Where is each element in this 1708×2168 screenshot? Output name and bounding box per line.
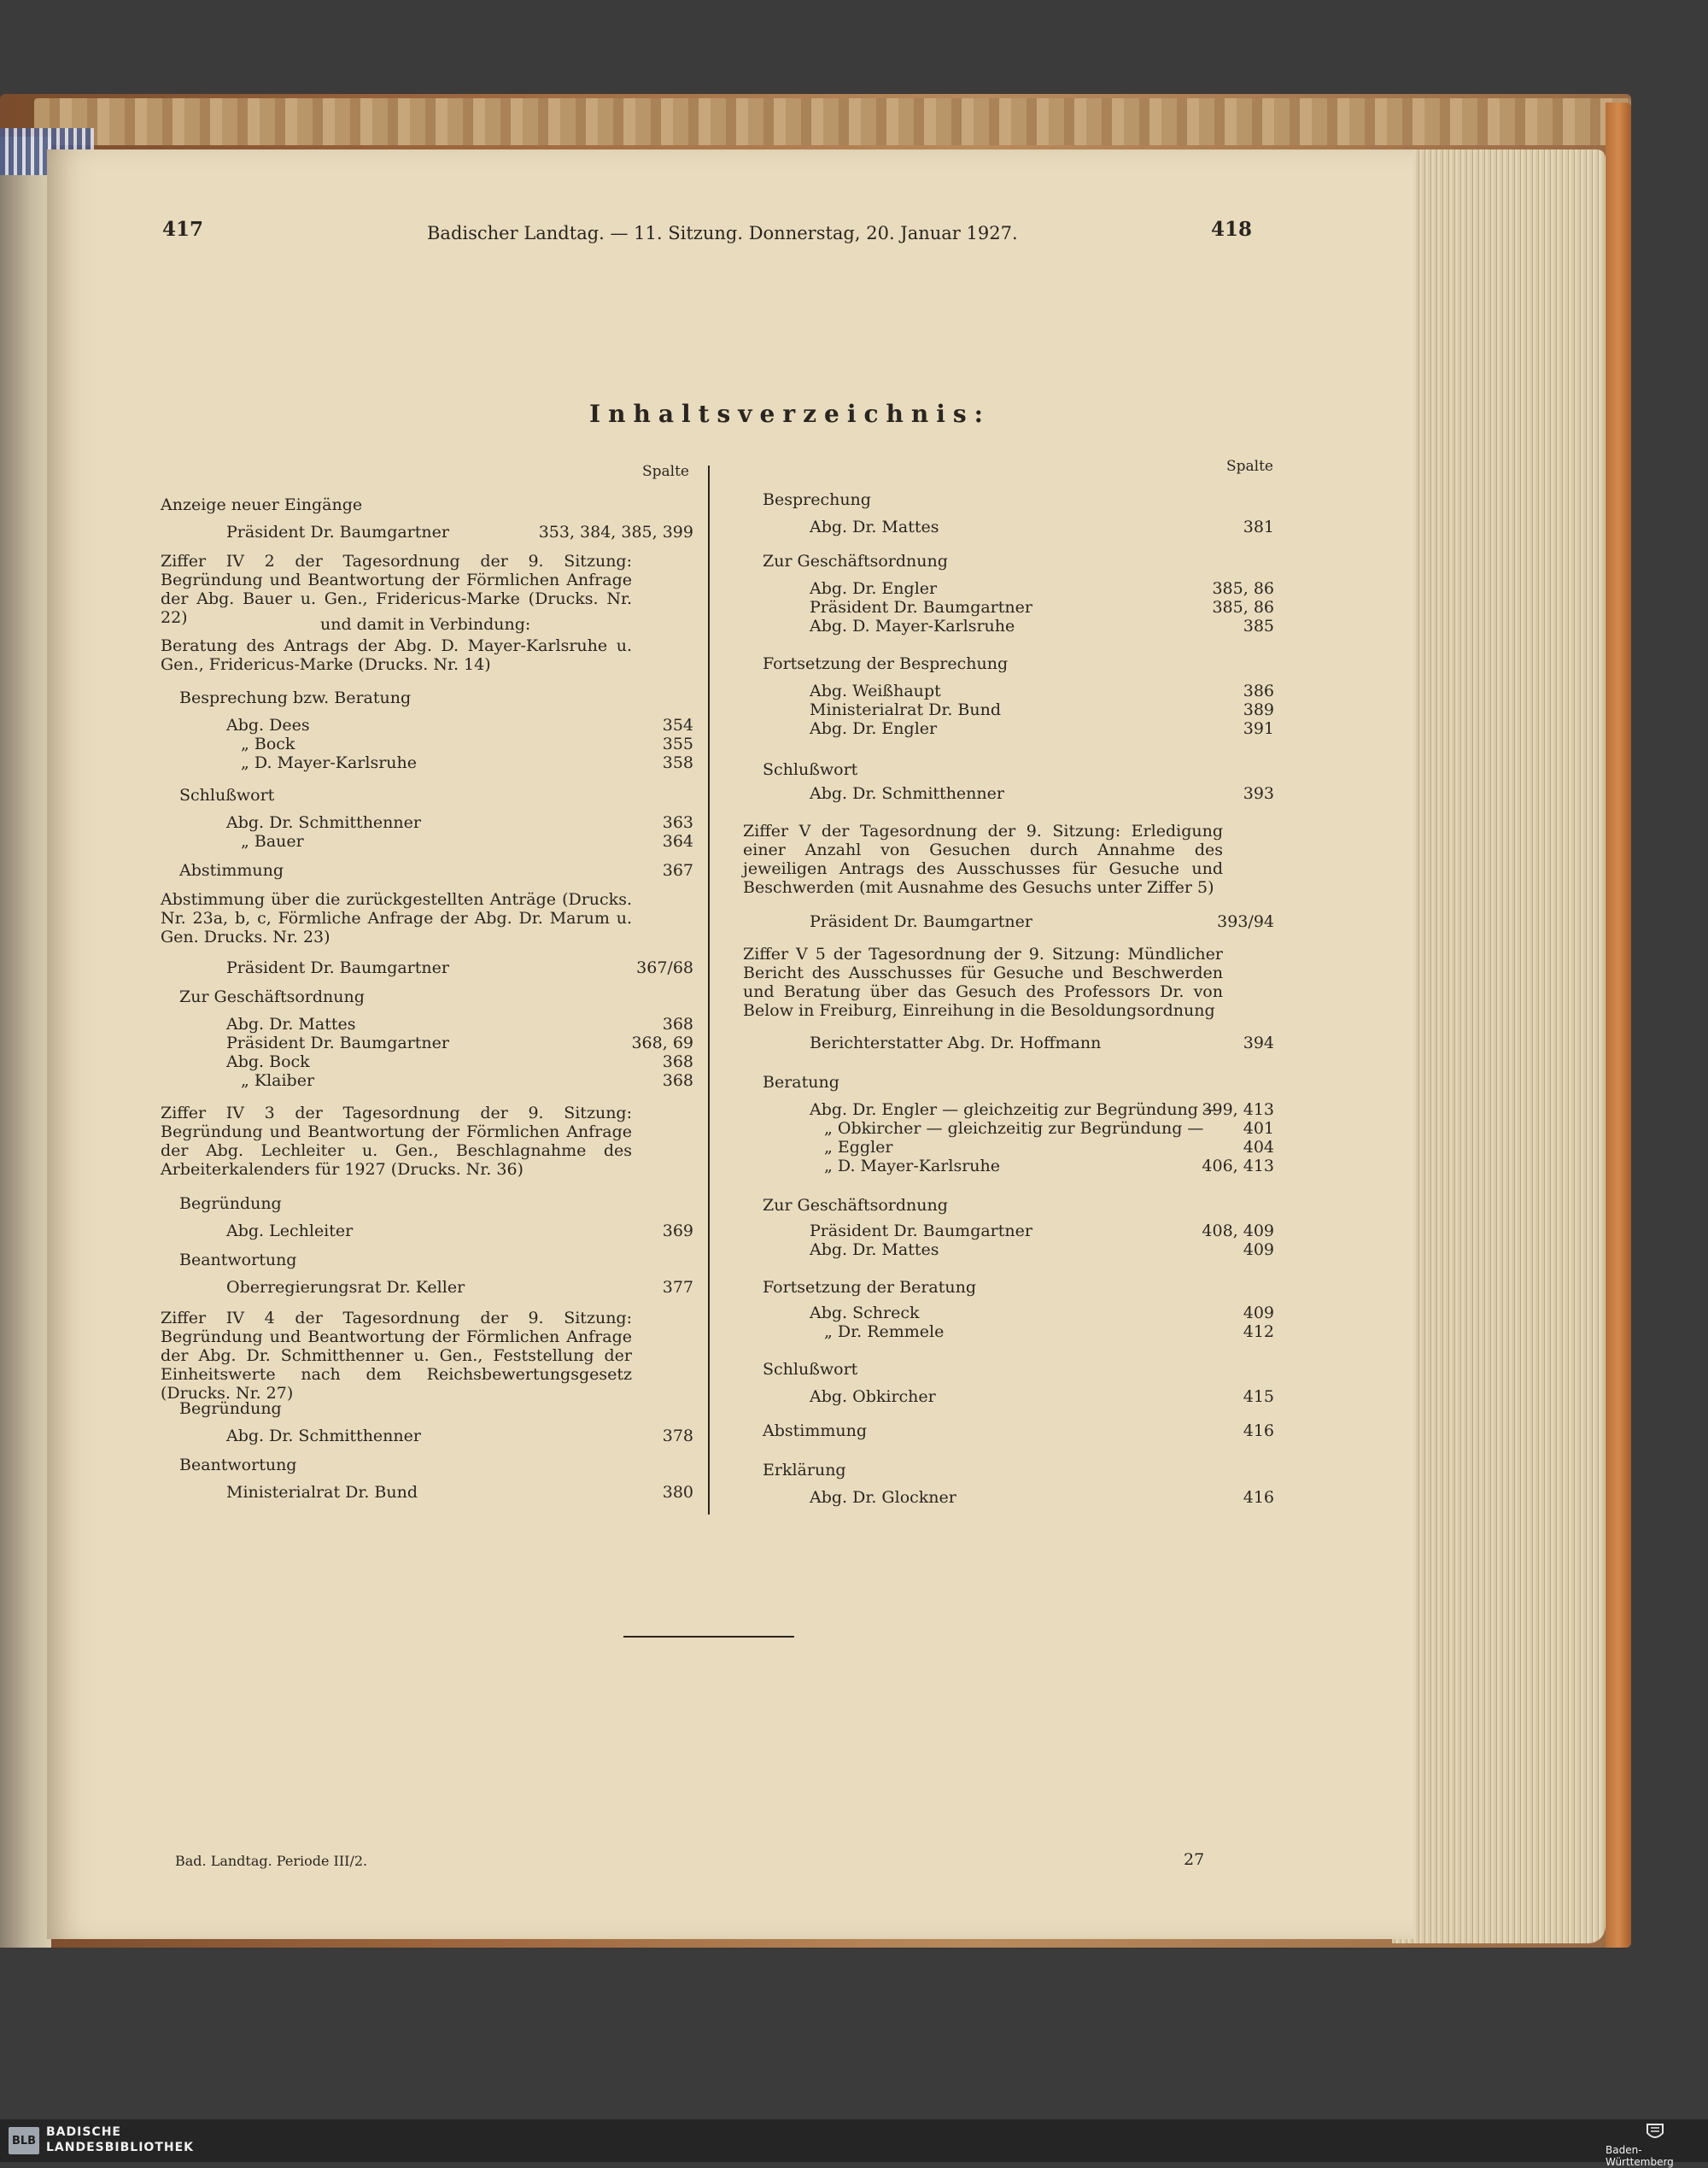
toc-subheading: Beratung — [763, 1073, 839, 1092]
toc-entry: Berichterstatter Abg. Dr. Hoffmann — [810, 1034, 1102, 1052]
toc-subheading: Beantwortung — [179, 1251, 297, 1269]
toc-entry: Abg. Bock — [226, 1052, 310, 1071]
toc-column-ref: 409 — [1243, 1240, 1274, 1259]
toc-column-ref: 393 — [1243, 784, 1274, 803]
toc-agenda-item: Ziffer IV 3 der Tagesordnung der 9. Sitzung: Begründung und Beantwortung der Förmlichen Anfrage der Abg. Lechleiter u. Gen., Beschlagnahme des Arbeiterkalenders für 1927 (Drucks. Nr. 36) — [161, 1104, 632, 1179]
toc-entry: Abg. Dr. Glockner — [810, 1488, 956, 1507]
toc-entry: „ D. Mayer-Karlsruhe — [824, 1157, 1001, 1175]
coat-of-arms-icon — [1644, 2123, 1666, 2142]
toc-entry: „ Obkircher — gleichzeitig zur Begründung — — [824, 1119, 1204, 1138]
toc-entry: Abg. Dr. Mattes — [810, 1240, 939, 1259]
toc-subheading: und damit in Verbindung: — [320, 615, 531, 634]
toc-entry: „ Klaiber — [241, 1071, 315, 1090]
toc-entry: Abg. Schreck — [810, 1304, 920, 1322]
toc-column-ref: 385, 86 — [1212, 579, 1274, 598]
toc-entry: „ Dr. Remmele — [824, 1322, 945, 1341]
toc-entry: Abg. Weißhaupt — [810, 682, 941, 700]
toc-column-ref: 368 — [662, 1071, 693, 1090]
toc-subheading: Besprechung bzw. Beratung — [179, 688, 412, 707]
toc-entry: Oberregierungsrat Dr. Keller — [226, 1278, 465, 1297]
toc-entry: Abg. Dr. Mattes — [810, 518, 939, 536]
page-number-right: 418 — [1211, 218, 1253, 241]
toc-subheading: Zur Geschäftsordnung — [763, 1196, 948, 1215]
toc-column-ref: 380 — [662, 1483, 693, 1502]
page-number-left: 417 — [162, 218, 204, 241]
toc-column-ref: 391 — [1243, 719, 1274, 738]
toc-column-ref: 393/94 — [1217, 912, 1274, 931]
toc-column-ref: 381 — [1243, 518, 1274, 536]
toc-column-ref: 377 — [662, 1278, 693, 1297]
toc-column-ref: 389 — [1243, 700, 1274, 719]
toc-agenda-item: Ziffer V der Tagesordnung der 9. Sitzung: Erledigung einer Anzahl von Gesuchen durch Annahme des jeweiligen Antrags des Ausschusses für Gesuche und Beschwerden (mit Ausnahme des Gesuchs unter Ziffer 5) — [743, 822, 1223, 897]
toc-entry: Präsident Dr. Baumgartner — [226, 523, 449, 542]
toc-column-ref: 416 — [1243, 1421, 1274, 1440]
toc-column-ref: 415 — [1243, 1387, 1274, 1406]
end-rule — [623, 1636, 794, 1638]
toc-column-ref: 368 — [662, 1052, 693, 1071]
toc-subheading: Begründung — [179, 1399, 282, 1418]
toc-column-ref: 409 — [1243, 1304, 1274, 1322]
state-label: Baden-Württemberg — [1606, 2144, 1674, 2168]
toc-subheading: Fortsetzung der Besprechung — [763, 654, 1009, 673]
column-divider — [708, 466, 710, 1515]
toc-entry: „ Bock — [241, 735, 295, 753]
toc-subheading: Anzeige neuer Eingänge — [161, 495, 363, 514]
toc-entry: Abg. Dr. Schmitthenner — [226, 813, 421, 832]
toc-column-ref: 378 — [662, 1427, 693, 1445]
toc-column-ref: 354 — [662, 716, 693, 735]
toc-column-ref: 394 — [1243, 1034, 1274, 1052]
toc-entry: „ Bauer — [241, 832, 304, 851]
toc-column-ref: 385, 86 — [1212, 598, 1274, 617]
toc-column-ref: 386 — [1243, 682, 1274, 700]
toc-subheading: Beantwortung — [179, 1456, 297, 1474]
toc-column-ref: 412 — [1243, 1322, 1274, 1341]
toc-title: Inhaltsverzeichnis: — [589, 400, 991, 428]
toc-entry: Abg. Dr. Engler — [810, 579, 938, 598]
toc-entry: Präsident Dr. Baumgartner — [810, 1222, 1032, 1240]
toc-column-ref: 358 — [662, 753, 693, 772]
toc-entry: Abg. Obkircher — [810, 1387, 936, 1406]
imprint-line: Bad. Landtag. Periode III/2. — [175, 1853, 368, 1869]
toc-entry: Abg. Dees — [226, 716, 310, 735]
toc-subheading: Zur Geschäftsordnung — [179, 987, 365, 1006]
toc-entry: „ D. Mayer-Karlsruhe — [241, 753, 418, 772]
toc-subheading: Fortsetzung der Beratung — [763, 1278, 977, 1297]
toc-column-ref: 367 — [662, 861, 693, 880]
toc-column-ref: 368 — [662, 1015, 693, 1034]
toc-entry: Abstimmung — [763, 1421, 868, 1440]
toc-column-ref: 367/68 — [636, 958, 693, 977]
toc-column-ref: 404 — [1243, 1138, 1274, 1157]
book-top-edge — [34, 98, 1631, 145]
toc-entry: Abg. D. Mayer-Karlsruhe — [810, 617, 1015, 636]
toc-subheading: Erklärung — [763, 1461, 846, 1480]
page-stack-edges — [1392, 149, 1606, 1943]
toc-entry: Abg. Dr. Engler — [810, 719, 938, 738]
toc-entry: Abg. Lechleiter — [226, 1222, 354, 1240]
toc-column-ref: 355 — [662, 735, 693, 753]
toc-agenda-item: Ziffer V 5 der Tagesordnung der 9. Sitzung: Mündlicher Bericht des Ausschusses für Gesuche und Beschwerden und Beratung über das Gesuch des Professors Dr. von Below in Freiburg, Einreihung in die Besoldungsordnung — [743, 945, 1223, 1020]
toc-column-ref: 399, 413 — [1202, 1100, 1274, 1119]
signature-mark: 27 — [1184, 1850, 1205, 1869]
running-head: Badischer Landtag. — 11. Sitzung. Donnerstag, 20. Januar 1927. — [427, 223, 1018, 243]
column-label-left: Spalte — [642, 463, 689, 480]
toc-entry: Präsident Dr. Baumgartner — [810, 912, 1032, 931]
toc-subheading: Schlußwort — [763, 1360, 858, 1379]
toc-entry: Abg. Dr. Engler — gleichzeitig zur Begründung — — [810, 1100, 1220, 1119]
library-footer-bar — [0, 2119, 1708, 2168]
toc-column-ref: 368, 69 — [631, 1034, 693, 1052]
toc-agenda-item: Ziffer IV 2 der Tagesordnung der 9. Sitzung: Begründung und Beantwortung der Förmlichen Anfrage der Abg. Bauer u. Gen., Fridericus-Marke (Drucks. Nr. 22) — [161, 552, 632, 627]
toc-subheading: Zur Geschäftsordnung — [763, 552, 948, 571]
toc-entry: Präsident Dr. Baumgartner — [810, 598, 1032, 617]
toc-entry: Abstimmung — [179, 861, 284, 880]
column-label-right: Spalte — [1226, 458, 1273, 475]
book-spine-edge — [1606, 103, 1631, 1948]
toc-column-ref: 364 — [662, 832, 693, 851]
toc-entry: Präsident Dr. Baumgartner — [226, 958, 449, 977]
left-page-edge — [0, 137, 51, 1948]
toc-agenda-item: Abstimmung über die zurückgestellten Anträge (Drucks. Nr. 23a, b, c, Förmliche Anfrage der Abg. Dr. Marum u. Gen. Drucks. Nr. 23) — [161, 890, 632, 946]
toc-subheading: Begründung — [179, 1194, 282, 1213]
toc-column-ref: 401 — [1243, 1119, 1274, 1138]
toc-entry: Abg. Dr. Schmitthenner — [226, 1427, 421, 1445]
toc-entry: Ministerialrat Dr. Bund — [810, 700, 1002, 719]
toc-column-ref: 416 — [1243, 1488, 1274, 1507]
toc-subheading: Schlußwort — [179, 786, 275, 805]
library-name-line2: LANDESBIBLIOTHEK — [46, 2141, 195, 2154]
toc-subheading: Schlußwort — [763, 760, 858, 779]
toc-agenda-item: Beratung des Antrags der Abg. D. Mayer-Karlsruhe u. Gen., Fridericus-Marke (Drucks. Nr. 14) — [161, 636, 632, 674]
toc-entry: Abg. Dr. Mattes — [226, 1015, 356, 1034]
library-name-line1: BADISCHE — [46, 2125, 121, 2139]
toc-entry: „ Eggler — [824, 1138, 893, 1157]
toc-agenda-item: Ziffer IV 4 der Tagesordnung der 9. Sitzung: Begründung und Beantwortung der Förmlichen Anfrage der Abg. Dr. Schmitthenner u. Gen., Feststellung der Einheitswerte nach dem Reichsbewertungsgesetz (Drucks. Nr. 27) — [161, 1309, 632, 1403]
toc-column-ref: 406, 413 — [1202, 1157, 1274, 1175]
toc-column-ref: 408, 409 — [1202, 1222, 1274, 1240]
toc-entry: Präsident Dr. Baumgartner — [226, 1034, 449, 1052]
toc-entry: Abg. Dr. Schmitthenner — [810, 784, 1004, 803]
toc-column-ref: 363 — [662, 813, 693, 832]
toc-entry: Ministerialrat Dr. Bund — [226, 1483, 418, 1502]
blb-logo: BLB — [9, 2127, 39, 2154]
toc-subheading: Besprechung — [763, 490, 871, 509]
toc-column-ref: 385 — [1243, 617, 1274, 636]
toc-column-ref: 369 — [662, 1222, 693, 1240]
toc-column-ref: 353, 384, 385, 399 — [538, 523, 693, 542]
